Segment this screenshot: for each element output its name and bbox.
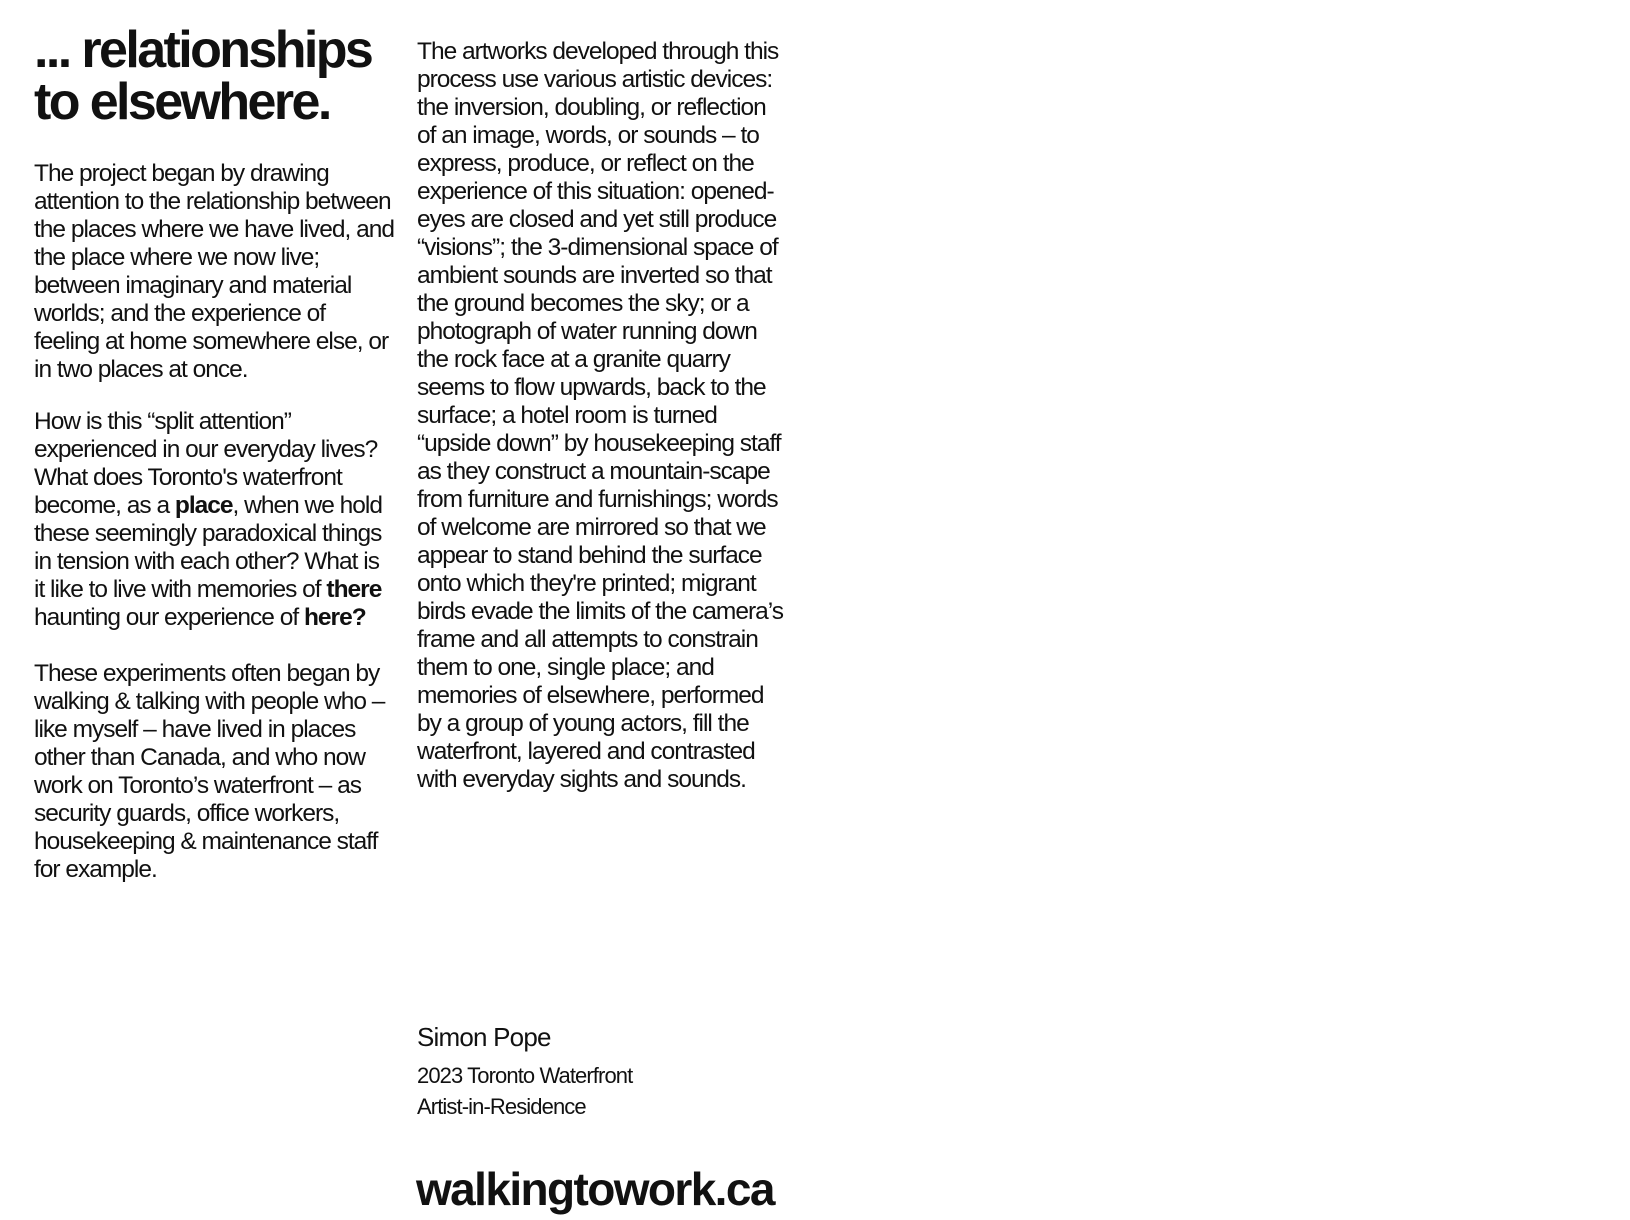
questions-text-1: How is this “split attention” experienced in our everyday lives? What does Toronto's waterfront become, as a xyxy=(34,408,378,519)
title-line-2: to elsewhere. xyxy=(34,73,330,131)
intro-paragraph: The project began by drawing attention to the relationship between the places where we have lived, and the place where we now live; between imaginary and material worlds; and the experience of feeling at home somewhere else, or in two places at once. xyxy=(34,160,394,383)
right-column xyxy=(417,38,787,794)
page-title xyxy=(34,21,394,131)
artworks-paragraph: The artworks developed through this process use various artistic devices: the inversion, doubling, or reflection of an image, words, or sounds – to express, produce, or reflect on the experience of this situation: opened-eyes are closed and yet still produce “visions”; the 3-dimensional space of ambient sounds are inverted so that the ground becomes the sky; or a photograph of water running down the rock face at a granite quarry seems to flow upwards, back to the surface; a hotel room is turned “upside down” by housekeeping staff as they construct a mountain-scape from furniture and furnishings; words of welcome are mirrored so that we appear to stand behind the surface onto which they're printed; migrant birds evade the limits of the camera’s frame and all attempts to constrain them to one, single place; and memories of elsewhere, performed by a group of young actors, fill the waterfront, layered and contrasted with everyday sights and sounds. xyxy=(417,38,783,793)
artist-role-line-1: 2023 Toronto Waterfront xyxy=(417,1063,633,1088)
questions-text-2: , when we hold these seemingly paradoxical things in tension with each other? What is it like to live with memories of xyxy=(34,492,382,603)
emphasis-place: place xyxy=(174,492,233,519)
artist-name: Simon Pope xyxy=(417,1022,551,1052)
title-line-1: ... relationships xyxy=(34,21,372,79)
artist-role xyxy=(417,1060,632,1122)
questions-paragraph xyxy=(34,408,394,632)
website-url[interactable]: walkingtowork.ca xyxy=(416,1163,774,1215)
emphasis-there: there xyxy=(326,576,382,603)
questions-text-3: haunting our experience of xyxy=(34,604,304,631)
left-column xyxy=(34,21,394,884)
emphasis-here: here? xyxy=(303,604,366,631)
experiments-paragraph: These experiments often began by walking & talking with people who – like myself – have lived in places other than Canada, and who now work on Toronto’s waterfront – as security guards, office workers, housekeeping & maintenance staff for example. xyxy=(34,660,385,883)
artist-role-line-2: Artist-in-Residence xyxy=(417,1094,586,1119)
